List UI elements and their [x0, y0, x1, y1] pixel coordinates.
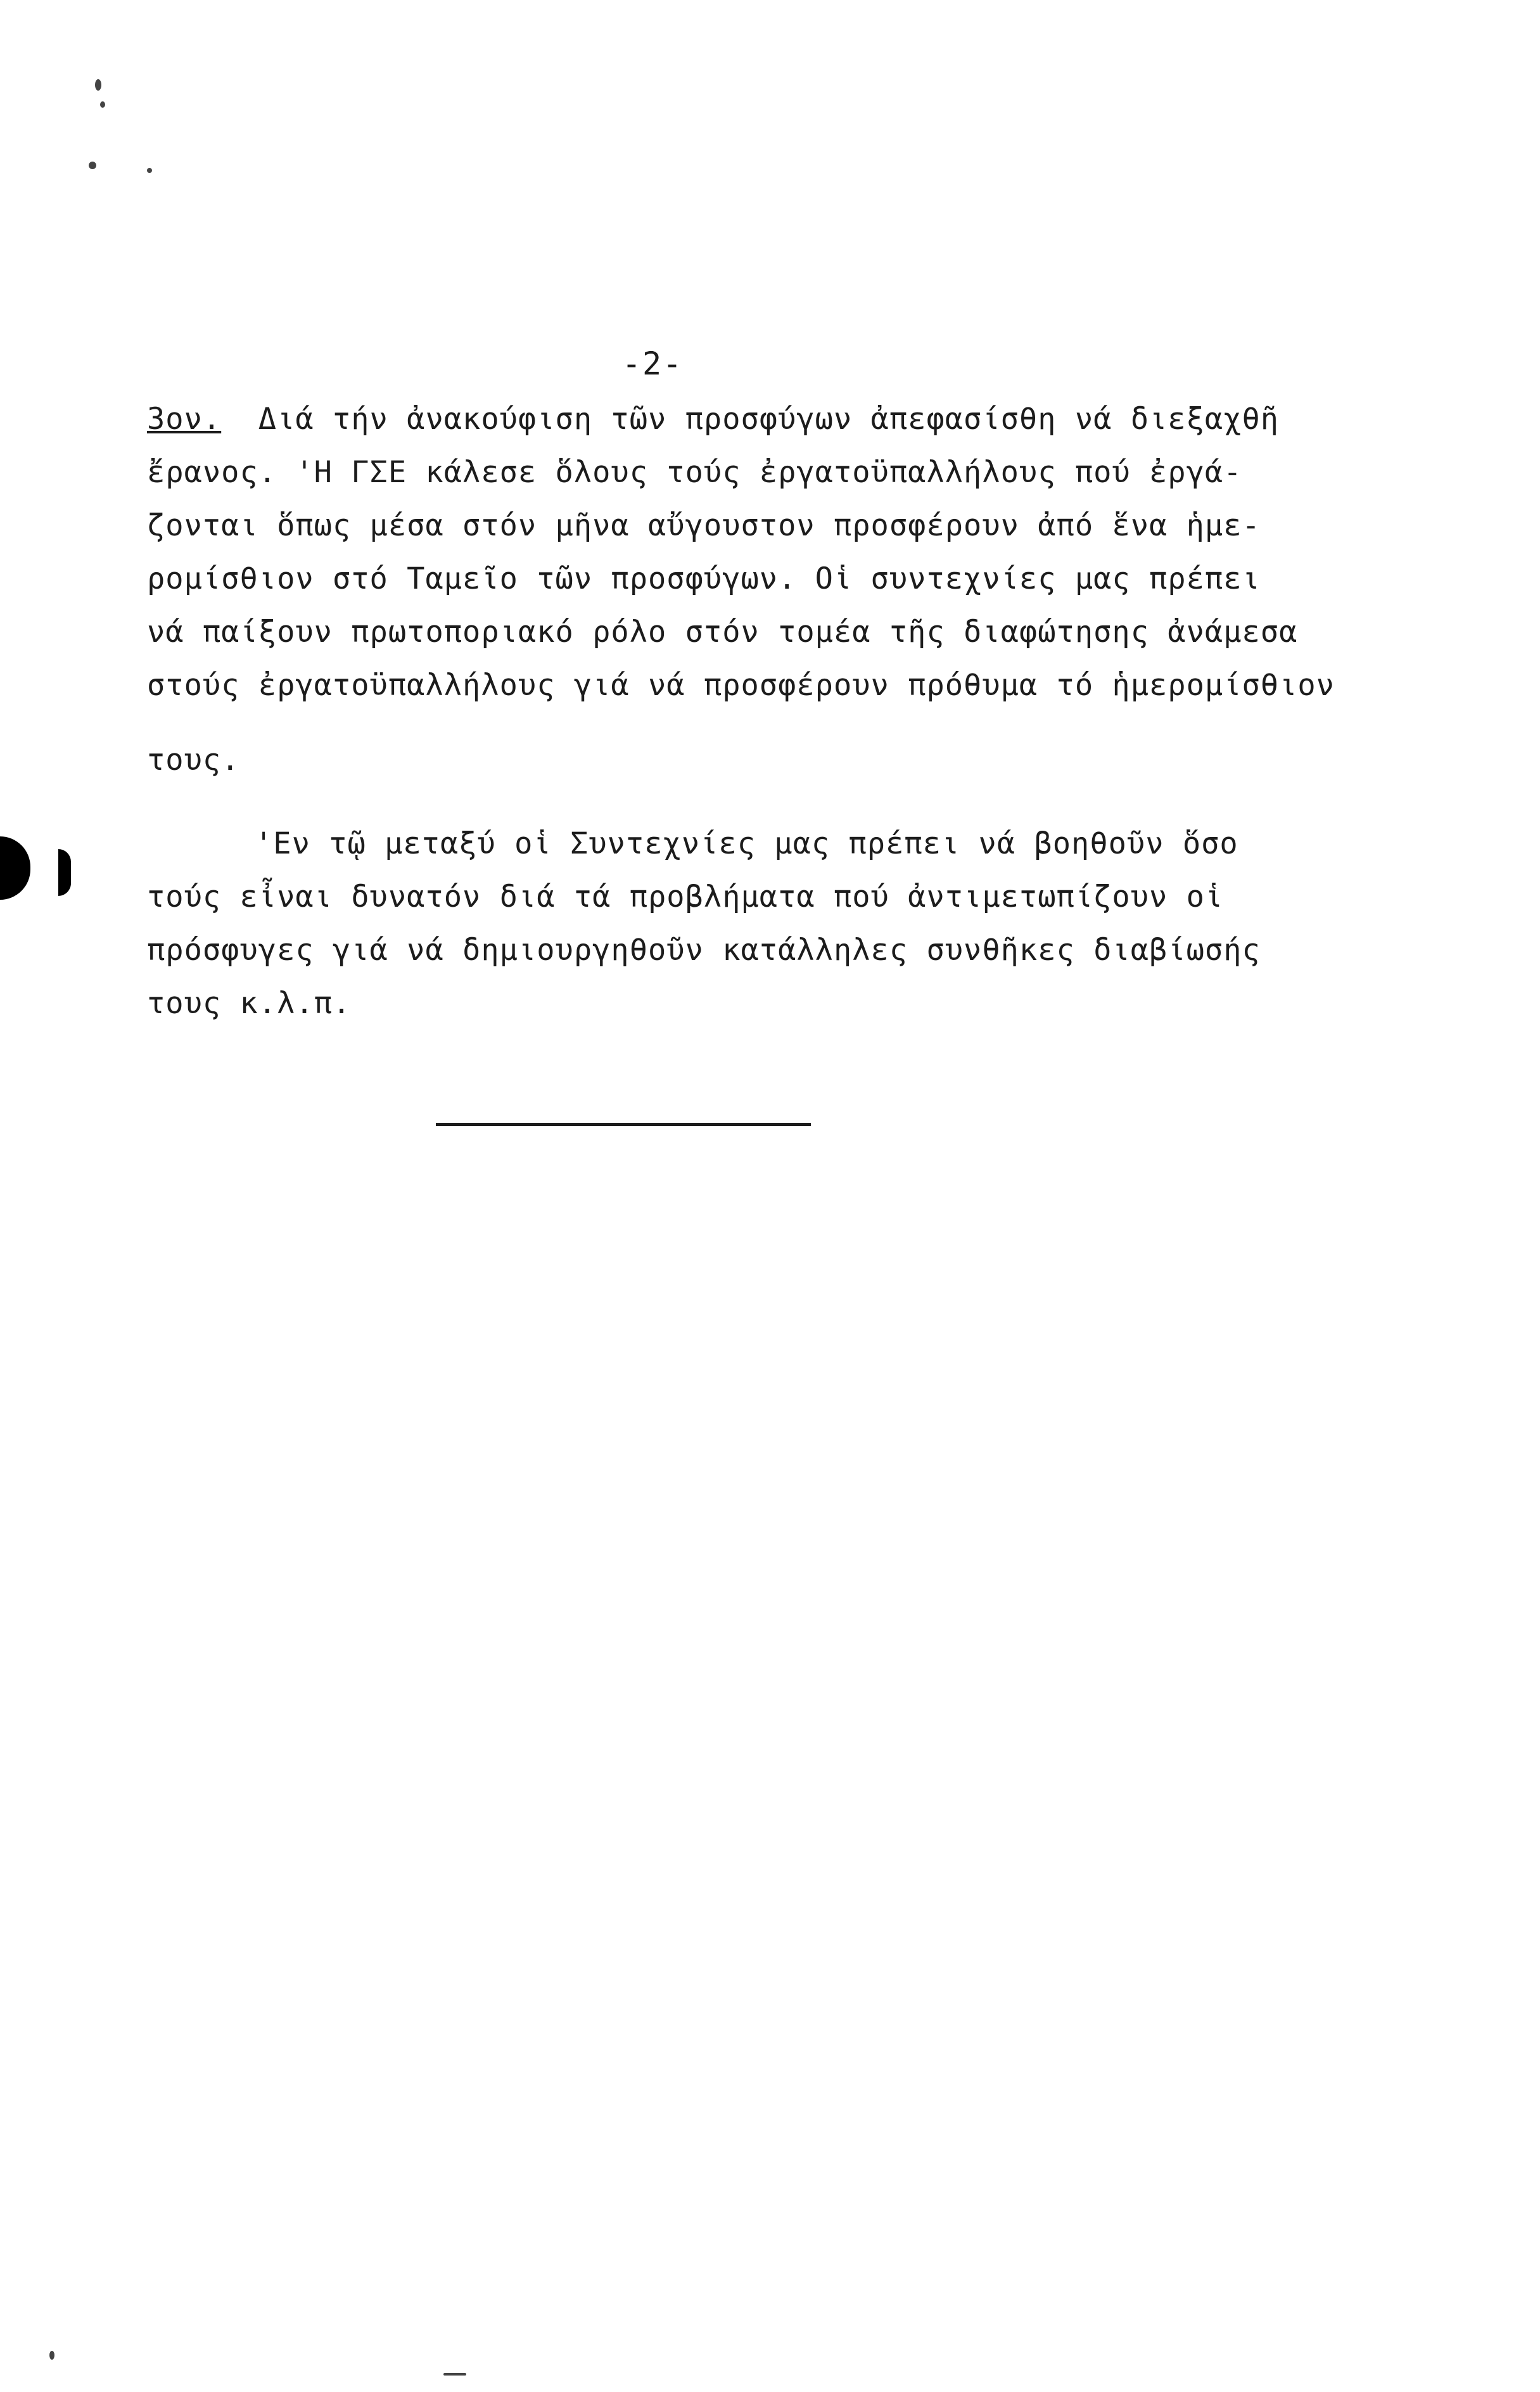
- section-label: 3ον.: [147, 402, 222, 437]
- scan-speck: [100, 101, 105, 108]
- line-text: Διά τήν ἀνακούφιση τῶν προσφύγων ἀπεφασίσθη νά διεξαχθῆ: [258, 402, 1280, 437]
- scan-speck: [89, 162, 96, 169]
- text-line: τους κ.λ.π.: [147, 986, 352, 1021]
- text-line: ἔρανος. 'Η ΓΣΕ κάλεσε ὅλους τούς ἐργατοϋπαλλήλους πού ἐργά-: [147, 455, 1242, 490]
- paragraph-1: [147, 393, 1427, 787]
- text-line: 'Εν τῷ μεταξύ οἱ Συντεχνίες μας πρέπει νά βοηθοῦν ὅσο: [255, 826, 1238, 861]
- scan-speck: [147, 168, 152, 173]
- scan-speck: [95, 79, 101, 91]
- paragraph-2: [147, 817, 1427, 1030]
- text-line: ζονται ὅπως μέσα στόν μῆνα αὔγουστον προσφέρουν ἀπό ἕνα ἡμε-: [147, 508, 1261, 543]
- scan-speck: [49, 2351, 54, 2360]
- text-line: στούς ἐργατοϋπαλλήλους γιά νά προσφέρουν πρόθυμα τό ἡμερομίσθιον: [147, 668, 1335, 703]
- scan-speck: [443, 2373, 466, 2376]
- text-line: [147, 393, 1427, 446]
- punch-hole: [58, 849, 71, 896]
- end-rule: [436, 1123, 811, 1126]
- text-line: νά παίξουν πρωτοποριακό ρόλο στόν τομέα τῆς διαφώτησης ἀνάμεσα: [147, 615, 1298, 649]
- text-line: τούς εἶναι δυνατόν διά τά προβλήματα πού ἀντιμετωπίζουν οἱ: [147, 879, 1224, 914]
- text-line: τους.: [147, 743, 240, 777]
- page-number: -2-: [621, 345, 684, 382]
- text-line: ρομίσθιον στό Ταμεῖο τῶν προσφύγων. Οἱ συντεχνίες μας πρέπει: [147, 561, 1261, 596]
- text-line: πρόσφυγες γιά νά δημιουργηθοῦν κατάλληλες συνθῆκες διαβίωσής: [147, 933, 1261, 968]
- punch-hole: [0, 836, 30, 900]
